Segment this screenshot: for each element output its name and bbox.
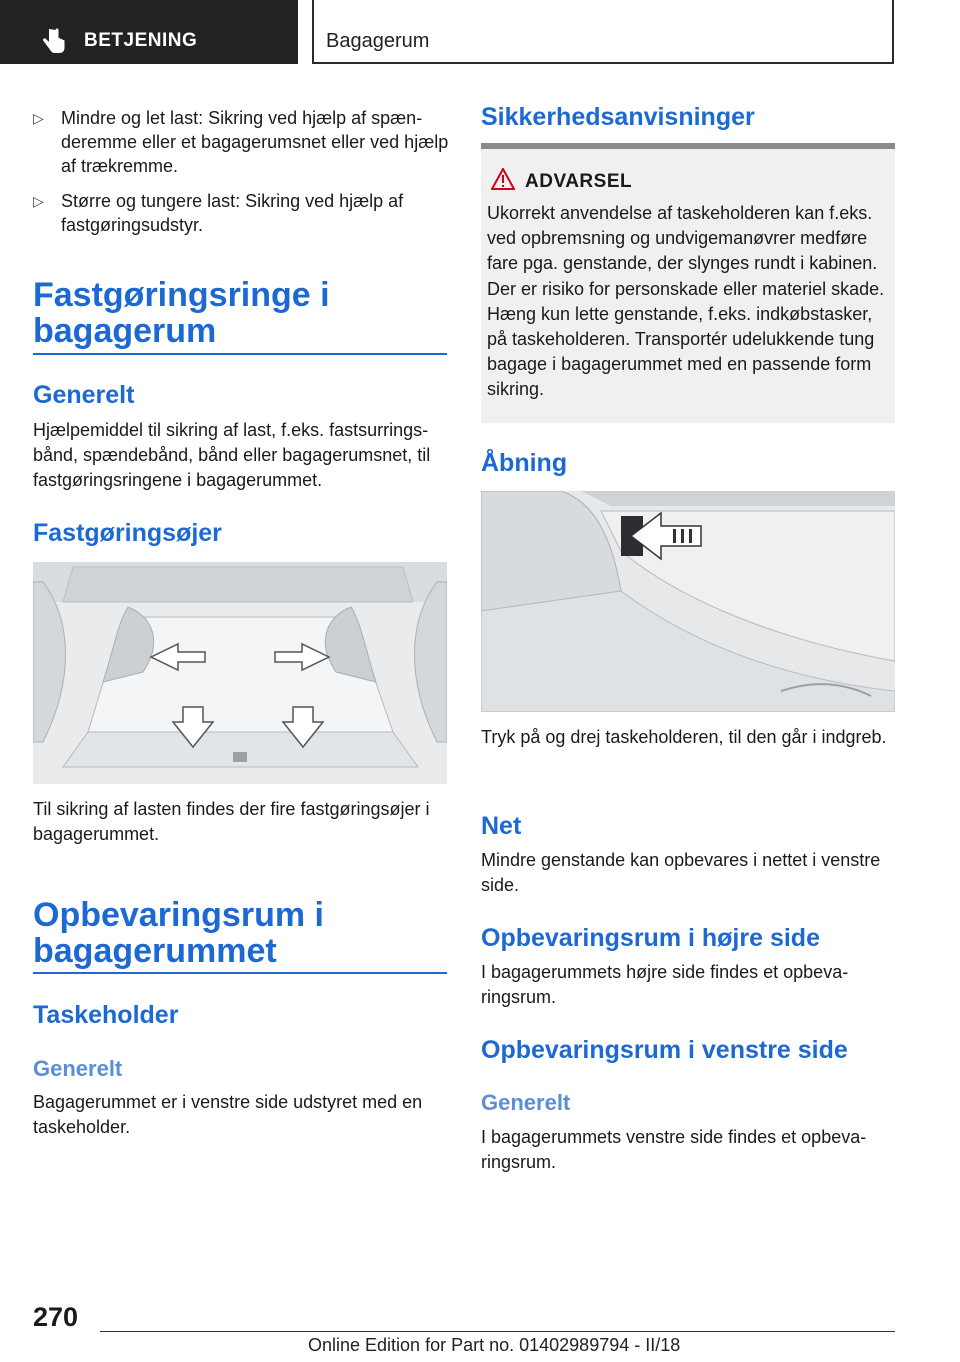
footer-rule xyxy=(100,1331,895,1332)
paragraph-taskeholder: Bagagerummet er i venstre side udstyret med en taskeholder. xyxy=(33,1092,423,1137)
subheading-generelt: Generelt xyxy=(481,1090,571,1115)
warning-text: Ukorrekt anvendelse af taskeholderen kan f.eks. ved opbremsning og undvigemanøvrer medføre fare pga. genstande, der slynges rundt i kabinen. Der er risiko for personskade eller materiel skade. Hæng kun lette genstande, f.eks. indkøbstasker, på taskeholderen. Transportér udelukkende tung bagage i bagagerummet med en passende form sikring. xyxy=(487,203,885,400)
bullet-text: Mindre og let last: Sikring ved hjælp af spænderemme eller et bagagerumsnet eller ved hjælp af trækremme. xyxy=(61,108,449,176)
heading-rule xyxy=(33,353,447,355)
warning-top-bar xyxy=(481,143,895,149)
heading-safety: Sikkerhedsanvisninger xyxy=(481,103,755,131)
hand-pointer-icon xyxy=(42,28,66,54)
triangle-bullet-icon: ▷ xyxy=(33,110,44,126)
page-title-box xyxy=(312,0,894,64)
heading-rings: Fastgøringsringe i bagagerum xyxy=(33,276,330,350)
subheading-generelt: Generelt xyxy=(33,1056,123,1081)
edition-text: Online Edition for Part no. 01402989794 - II/18 xyxy=(308,1335,681,1355)
page-number: 270 xyxy=(33,1302,79,1332)
trunk-eyelets-illustration xyxy=(33,562,447,784)
heading-venstre: Opbevaringsrum i venstre side xyxy=(481,1036,848,1064)
paragraph-ojer: Til sikring af lasten findes der fire fastgøringsøjer i bagagerummet. xyxy=(33,799,430,844)
heading-ojer: Fastgøringsøjer xyxy=(33,519,222,547)
paragraph-venstre: I bagagerummets venstre side findes et opbevaringsrum. xyxy=(481,1127,867,1172)
triangle-bullet-icon: ▷ xyxy=(33,193,44,209)
paragraph-abning: Tryk på og drej taskeholderen, til den går i indgreb. xyxy=(481,727,887,747)
paragraph-generelt: Hjælpemiddel til sikring af last, f.eks. fastsurringsbånd, spændebånd, bånd eller bagagerumsnet, til fastgøringsringene i bagagerummet. xyxy=(33,420,431,490)
section-tab xyxy=(0,0,298,64)
section-label: BETJENING xyxy=(84,30,198,51)
bag-holder-illustration xyxy=(481,491,895,712)
heading-storage: Opbevaringsrum i bagagerummet xyxy=(33,896,324,970)
trunk-side-drawing xyxy=(481,491,895,712)
warning-box xyxy=(481,143,895,423)
heading-rule xyxy=(33,972,447,974)
paragraph-hojre: I bagagerummets højre side findes et opbevaringsrum. xyxy=(481,962,849,1007)
warning-title: ADVARSEL xyxy=(525,171,633,192)
heading-net: Net xyxy=(481,812,522,840)
heading-hojre: Opbevaringsrum i højre side xyxy=(481,924,820,952)
page-title: Bagagerum xyxy=(326,30,430,52)
paragraph-net: Mindre genstande kan opbevares i nettet i venstre side. xyxy=(481,850,881,895)
trunk-floor-drawing xyxy=(33,562,447,784)
heading-abning: Åbning xyxy=(481,449,568,477)
heading-generelt: Generelt xyxy=(33,381,135,409)
bullet-text: Større og tungere last: Sikring ved hjælp af fastgøringsudstyr. xyxy=(61,191,404,235)
heading-taskeholder: Taskeholder xyxy=(33,1001,179,1029)
warning-triangle-icon xyxy=(491,168,515,190)
